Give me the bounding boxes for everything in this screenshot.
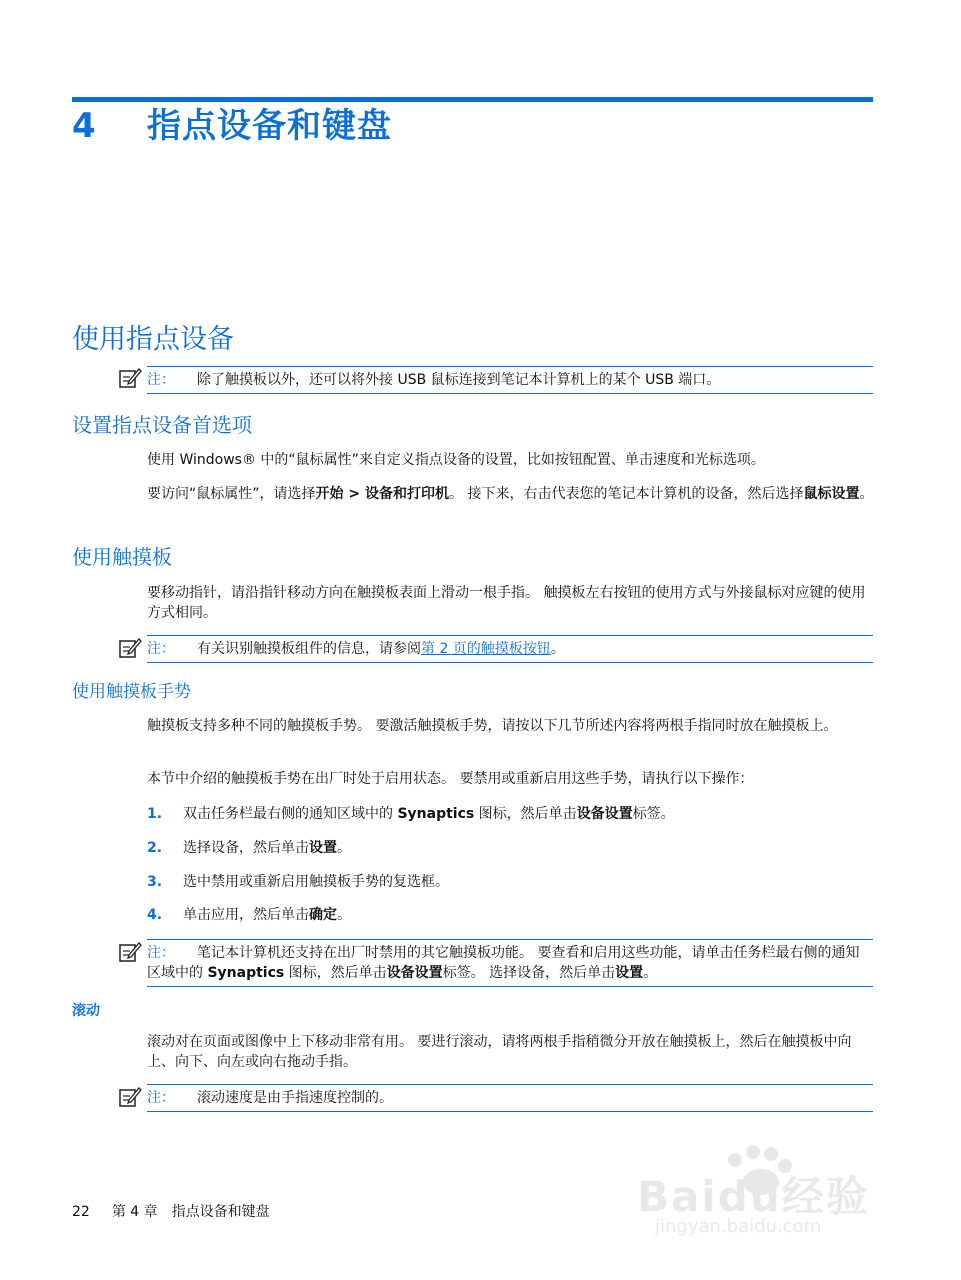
paragraph: 使用 Windows® 中的“鼠标属性”来自定义指点设备的设置，比如按钮配置、单击速度和光标选项。 [147, 452, 765, 468]
paragraph: 本节中介绍的触摸板手势在出厂时处于启用状态。 要禁用或重新启用这些手势，请执行以下操作： [147, 771, 754, 787]
text-run: 。 [859, 486, 874, 502]
list-item [147, 872, 449, 892]
note-text: 。 [643, 965, 658, 981]
note-touchpad-components [147, 635, 873, 663]
text-run-bold: 确定 [309, 907, 337, 923]
note-label: 注： [147, 372, 175, 388]
menu-item-name: 鼠标设置 [803, 486, 860, 502]
text-run: 。 接下来，右击代表您的笔记本计算机的设备，然后选择 [449, 486, 804, 502]
section-title-preferences: 设置指点设备首选项 [72, 413, 252, 437]
note-icon [118, 367, 142, 389]
note-text: 。 [550, 641, 565, 657]
note-label: 注： [147, 641, 175, 657]
baidu-watermark [637, 1142, 897, 1242]
footer-title: 指点设备和键盘 [171, 1204, 270, 1220]
section-title-scrolling: 滚动 [72, 1003, 100, 1019]
note-icon [118, 637, 142, 659]
touchpad-buttons-link[interactable]: 第 2 页的触摸板按钮 [421, 641, 551, 657]
text-run: 双击任务栏最右侧的通知区域中的 [183, 806, 398, 822]
section-title-touchpad: 使用触摸板 [72, 545, 172, 569]
text-run-bold: 设备设置 [576, 806, 633, 822]
page-number: 22 [72, 1204, 90, 1220]
list-item [147, 804, 675, 824]
note-text: 滚动速度是由手指速度控制的。 [197, 1090, 393, 1106]
chapter-number: 4 [72, 106, 96, 146]
page-footer [72, 1202, 270, 1222]
watermark-url: jingyan.baidu.com [655, 1216, 822, 1237]
note-label: 注： [147, 945, 175, 961]
note-label: 注： [147, 1090, 175, 1106]
text-run-bold: 设备设置 [386, 965, 443, 981]
text-run: 标签。 [632, 806, 675, 822]
section-title-gestures: 使用触摸板手势 [72, 682, 191, 702]
note-text: 有关识别触摸板组件的信息，请参阅 [197, 641, 421, 657]
text-run: 。 [337, 840, 351, 856]
text-run: 单击应用，然后单击 [183, 907, 309, 923]
paragraph: 滚动对在页面或图像中上下移动非常有用。 要进行滚动，请将两根手指稍微分开放在触摸板上，然后在触摸板中向上、向下、向左或向右拖动手指。 [147, 1034, 852, 1070]
note-text: 除了触摸板以外，还可以将外接 USB 鼠标连接到笔记本计算机上的某个 USB 端口。 [197, 372, 721, 388]
note-icon [118, 941, 142, 963]
chapter-rule [72, 97, 873, 102]
text-run-bold: Synaptics [207, 965, 285, 981]
step-number: 2. [147, 840, 163, 856]
footer-chapter: 第 4 章 [111, 1204, 158, 1220]
note-scroll-speed [147, 1084, 873, 1112]
paragraph [147, 484, 875, 504]
note-usb-mouse [147, 366, 873, 394]
watermark-brand: Baidu经验 [637, 1172, 870, 1221]
paragraph: 要移动指针，请沿指针移动方向在触摸板表面上滑动一根手指。 触摸板左右按钮的使用方式与外接鼠标对应键的使用方式相同。 [147, 585, 866, 621]
note-icon [118, 1086, 142, 1108]
text-run: 。 [337, 907, 351, 923]
text-run: 选中禁用或重新启用触摸板手势的复选框。 [183, 874, 449, 890]
paragraph: 触摸板支持多种不同的触摸板手势。 要激活触摸板手势，请按以下几节所述内容将两根手指同时放在触摸板上。 [147, 718, 838, 734]
text-run-bold: 设置 [615, 965, 644, 981]
text-run: 图标，然后单击 [474, 806, 577, 822]
list-item [147, 838, 351, 858]
step-number: 1. [147, 806, 163, 822]
text-run: 要访问“鼠标属性”，请选择 [147, 486, 316, 502]
section-title-pointing-devices: 使用指点设备 [72, 324, 234, 355]
text-run-bold: 设置 [309, 840, 337, 856]
note-text: 图标，然后单击 [284, 965, 387, 981]
step-number: 3. [147, 874, 163, 890]
menu-path: 开始 > 设备和打印机 [315, 486, 449, 502]
step-number: 4. [147, 907, 163, 923]
list-item [147, 905, 351, 925]
note-extra-features [147, 939, 873, 987]
chapter-title: 指点设备和键盘 [147, 106, 392, 146]
note-text: 笔记本计算机还支持在出厂时禁用的其它触摸板功能。 要查看和启用这些功能，请单击任务栏最右侧的通知区域中的 [147, 945, 860, 981]
text-run-bold: Synaptics [397, 806, 475, 822]
note-text: 标签。 选择设备，然后单击 [442, 965, 616, 981]
text-run: 选择设备，然后单击 [183, 840, 309, 856]
